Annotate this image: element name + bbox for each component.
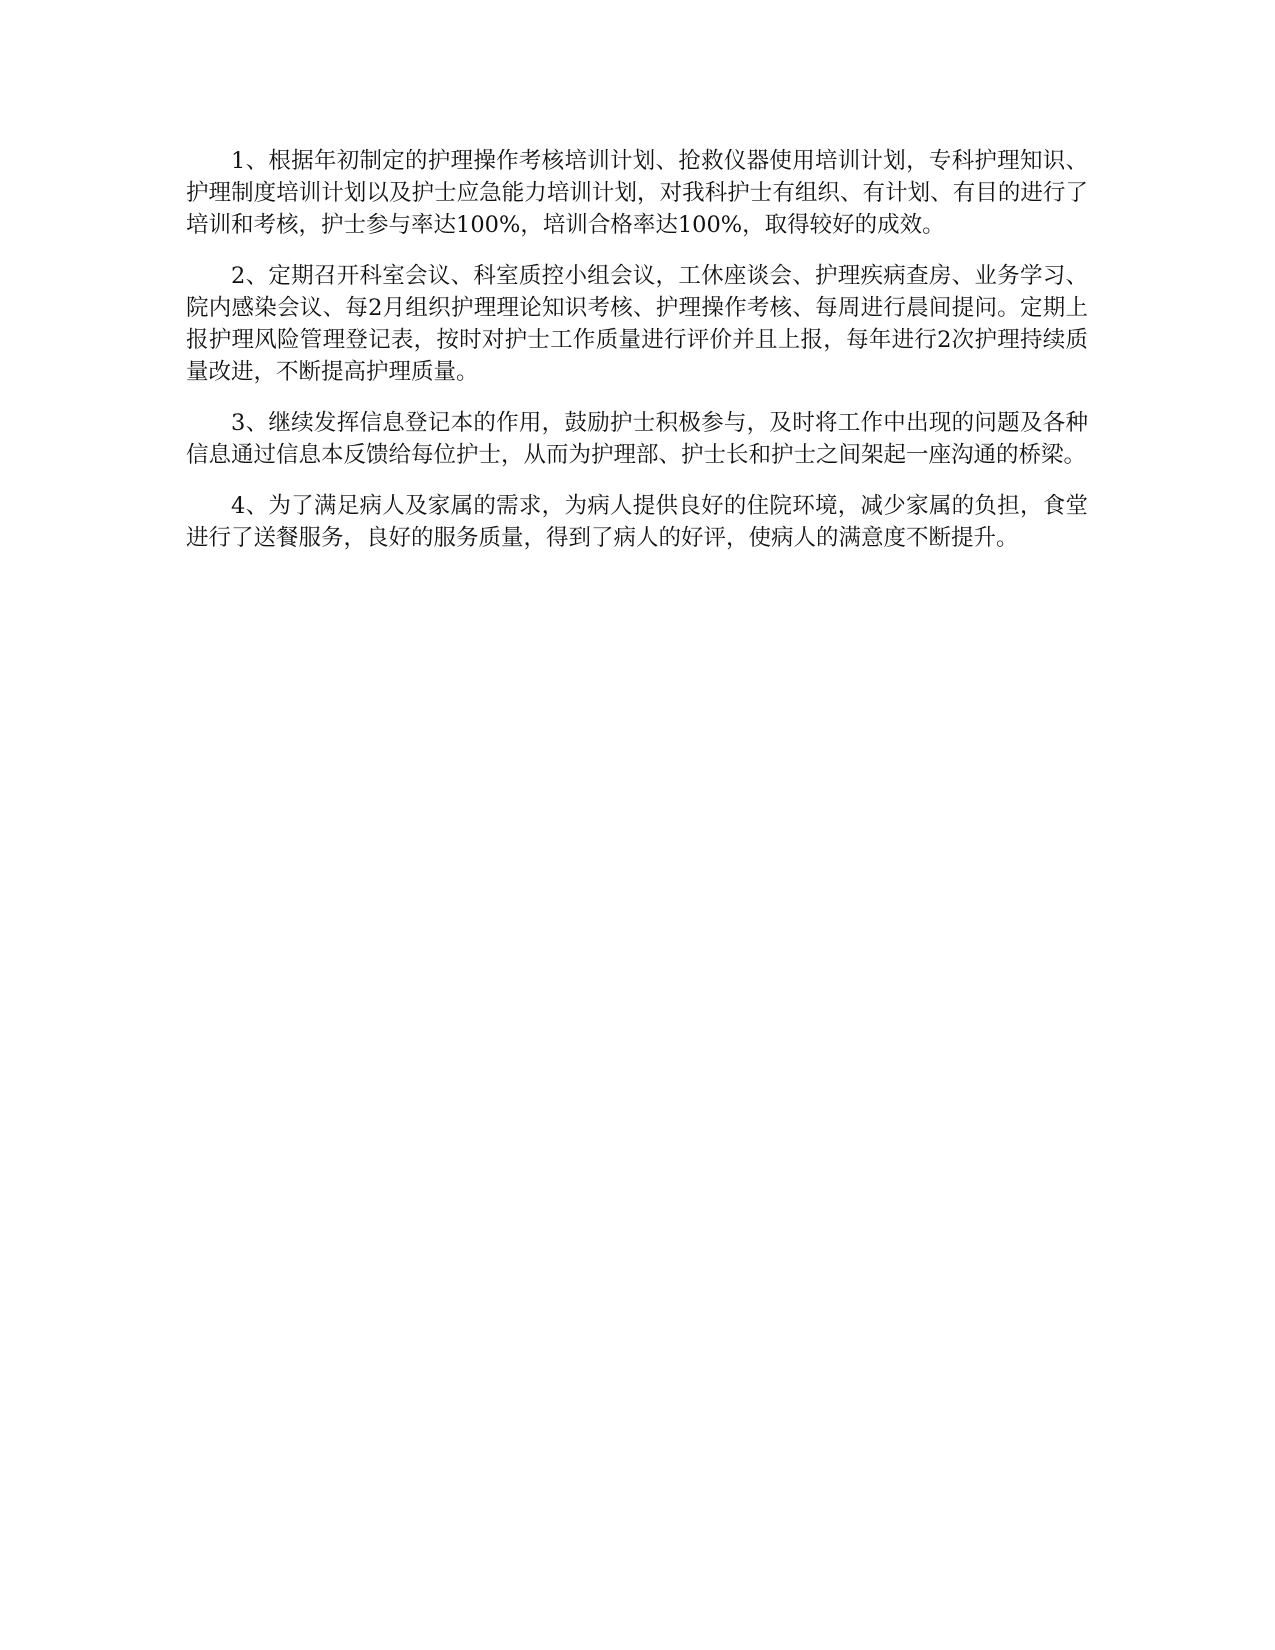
paragraph-1: 1、根据年初制定的护理操作考核培训计划、抢救仪器使用培训计划，专科护理知识、护理制度培训计划以及护士应急能力培训计划，对我科护士有组织、有计划、有目的进行了培训和考核，护士参与率达100%，培训合格率达100%，取得较好的成效。 (186, 148, 1088, 238)
paragraph-4: 4、为了满足病人及家属的需求，为病人提供良好的住院环境，减少家属的负担，食堂进行了送餐服务，良好的服务质量，得到了病人的好评，使病人的满意度不断提升。 (186, 493, 1088, 551)
paragraph-2: 2、定期召开科室会议、科室质控小组会议，工休座谈会、护理疾病查房、业务学习、院内感染会议、每2月组织护理理论知识考核、护理操作考核、每周进行晨间提问。定期上报护理风险管理登记表，按时对护士工作质量进行评价并且上报，每年进行2次护理持续质量改进，不断提高护理质量。 (186, 263, 1088, 385)
document-body (186, 145, 1088, 573)
paragraph-3: 3、继续发挥信息登记本的作用，鼓励护士积极参与，及时将工作中出现的问题及各种信息通过信息本反馈给每位护士，从而为护理部、护士长和护士之间架起一座沟通的桥梁。 (186, 410, 1088, 468)
